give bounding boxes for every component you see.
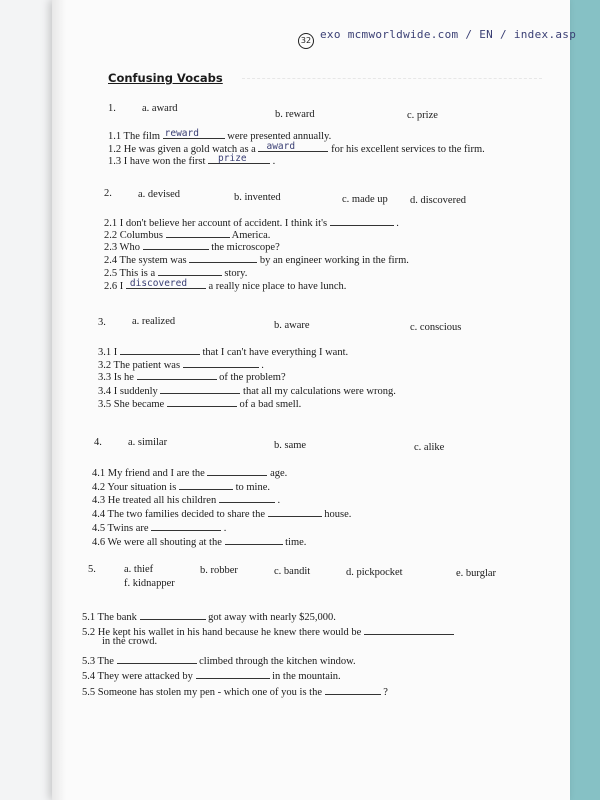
- answer-blank[interactable]: [219, 491, 275, 503]
- section-number: 2.: [104, 188, 112, 199]
- question-text: 2.6 I: [104, 281, 124, 292]
- question-text: .: [223, 523, 227, 534]
- question-text: were presented annually.: [227, 131, 332, 142]
- option: c. conscious: [410, 322, 462, 333]
- answer-blank[interactable]: [196, 667, 270, 679]
- handwritten-answer: prize: [218, 153, 247, 164]
- question-text: 5.2 He kept his wallet in his hand because he knew there would be: [82, 627, 362, 638]
- answer-blank[interactable]: [140, 608, 206, 620]
- option: d. discovered: [410, 195, 466, 206]
- question-text: 5.1 The bank: [82, 612, 137, 623]
- answer-blank[interactable]: [151, 519, 221, 531]
- option: c. made up: [342, 194, 388, 205]
- question-text: 4.4 The two families decided to share the: [92, 509, 266, 520]
- question-text: ?: [383, 687, 388, 698]
- question-text: in the mountain.: [272, 671, 341, 682]
- question-text: .: [277, 495, 281, 506]
- answer-blank[interactable]: [120, 343, 200, 355]
- question-text: 4.1 My friend and I are the: [92, 468, 205, 479]
- question-row: [82, 683, 388, 698]
- option: c. prize: [407, 110, 438, 121]
- answer-blank[interactable]: [325, 683, 381, 695]
- section-number: 4.: [94, 437, 102, 448]
- question-text: 2.5 This is a: [104, 268, 156, 279]
- answer-blank[interactable]: [158, 264, 222, 276]
- option: d. pickpocket: [346, 567, 403, 578]
- section-number: 1.: [108, 103, 116, 114]
- question-text: 2.2 Columbus: [104, 230, 163, 241]
- answer-blank[interactable]: [183, 356, 259, 368]
- question-text: got away with nearly $25,000.: [208, 612, 336, 623]
- option: e. burglar: [456, 568, 497, 579]
- question-text: 3.3 Is he: [98, 372, 134, 383]
- option: c. alike: [414, 442, 445, 453]
- question-text: 3.2 The patient was: [98, 360, 181, 371]
- question-text: for his excellent services to the firm.: [331, 144, 485, 155]
- section-number: 5.: [88, 564, 96, 575]
- question-text: 3.4 I suddenly: [98, 386, 158, 397]
- question-text: America.: [231, 230, 271, 241]
- answer-blank[interactable]: [166, 226, 230, 238]
- question-text: 3.5 She became: [98, 399, 165, 410]
- question-text: .: [261, 360, 264, 371]
- page-title: Confusing Vocabs: [108, 71, 223, 85]
- question-text: 2.4 The system was: [104, 255, 187, 266]
- answer-blank[interactable]: [207, 464, 267, 476]
- answer-blank[interactable]: [364, 623, 454, 635]
- answer-blank[interactable]: [143, 238, 209, 250]
- option: b. invented: [234, 192, 281, 203]
- question-row: [92, 464, 287, 479]
- handwritten-answer: award: [266, 141, 296, 152]
- question-text: .: [272, 156, 276, 167]
- question-text: time.: [285, 537, 307, 548]
- answer-blank[interactable]: [208, 152, 270, 164]
- option: a. thief: [124, 564, 154, 575]
- answer-blank[interactable]: [160, 382, 240, 394]
- question-row: [104, 277, 346, 292]
- page-number: 32: [298, 33, 314, 49]
- question-text: 1.3 I have won the first: [108, 156, 206, 167]
- question-text: 4.6 We were all shouting at the: [92, 537, 222, 548]
- answer-blank[interactable]: [179, 478, 233, 490]
- answer-blank[interactable]: [225, 533, 283, 545]
- answer-blank[interactable]: [137, 368, 217, 380]
- question-continuation: in the crowd.: [102, 636, 158, 647]
- question-row: [82, 608, 336, 623]
- question-text: story.: [224, 268, 248, 279]
- answer-blank[interactable]: [163, 127, 225, 139]
- question-text: of a bad smell.: [239, 399, 302, 410]
- answer-blank[interactable]: [330, 214, 394, 226]
- question-row: [98, 368, 286, 383]
- page-shadow: [52, 0, 66, 800]
- question-row: [92, 519, 226, 534]
- question-row: [98, 395, 301, 410]
- handwritten-url: exo mcmworldwide.com / EN / index.asp: [320, 28, 577, 41]
- question-row: [92, 533, 306, 548]
- question-row: [82, 667, 341, 682]
- worksheet-page: [52, 0, 577, 800]
- answer-blank[interactable]: [117, 652, 197, 664]
- question-text: age.: [270, 468, 288, 479]
- question-text: 5.4 They were attacked by: [82, 671, 193, 682]
- question-row: [82, 652, 356, 667]
- handwritten-answer: discovered: [129, 278, 188, 289]
- answer-blank[interactable]: [268, 505, 322, 517]
- question-text: to mine.: [235, 482, 270, 493]
- question-row: [92, 491, 280, 506]
- option: a. devised: [138, 189, 180, 200]
- answer-blank[interactable]: [126, 277, 206, 289]
- question-text: 1.2 He was given a gold watch as a: [108, 144, 256, 155]
- option: a. similar: [128, 437, 168, 448]
- question-text: 4.3 He treated all his children: [92, 495, 217, 506]
- question-row: [92, 505, 351, 520]
- question-text: 5.5 Someone has stolen my pen - which one of you is the: [82, 687, 323, 698]
- section-number: 3.: [98, 317, 106, 328]
- option: f. kidnapper: [124, 578, 175, 589]
- bleed-through: [242, 78, 542, 89]
- option: b. aware: [274, 320, 310, 331]
- question-text: 4.2 Your situation is: [92, 482, 177, 493]
- option: b. robber: [200, 565, 238, 576]
- question-text: 2.3 Who: [104, 242, 140, 253]
- question-text: 2.1 I don't believe her account of accident. I think it's: [104, 218, 328, 229]
- option: a. realized: [132, 316, 176, 327]
- option: b. same: [274, 440, 307, 451]
- answer-blank[interactable]: [167, 395, 237, 407]
- option: b. reward: [275, 109, 315, 120]
- question-text: 5.3 The: [82, 656, 114, 667]
- answer-blank[interactable]: [258, 140, 328, 152]
- question-text: .: [396, 218, 399, 229]
- question-text: that I can't have everything I want.: [202, 347, 349, 358]
- question-text: 1.1 The film: [108, 131, 161, 142]
- option: a. award: [142, 103, 178, 114]
- question-text: that all my calculations were wrong.: [243, 386, 396, 397]
- question-text: the microscope?: [211, 242, 280, 253]
- option: c. bandit: [274, 566, 311, 577]
- question-text: 3.1 I: [98, 347, 118, 358]
- question-text: house.: [324, 509, 352, 520]
- handwritten-answer: reward: [164, 128, 199, 139]
- question-text: climbed through the kitchen window.: [199, 656, 356, 667]
- question-text: 4.5 Twins are: [92, 523, 149, 534]
- question-text: of the problem?: [219, 372, 286, 383]
- question-row: [108, 152, 275, 167]
- question-text: by an engineer working in the firm.: [259, 255, 409, 266]
- answer-blank[interactable]: [189, 251, 257, 263]
- question-text: a really nice place to have lunch.: [208, 281, 347, 292]
